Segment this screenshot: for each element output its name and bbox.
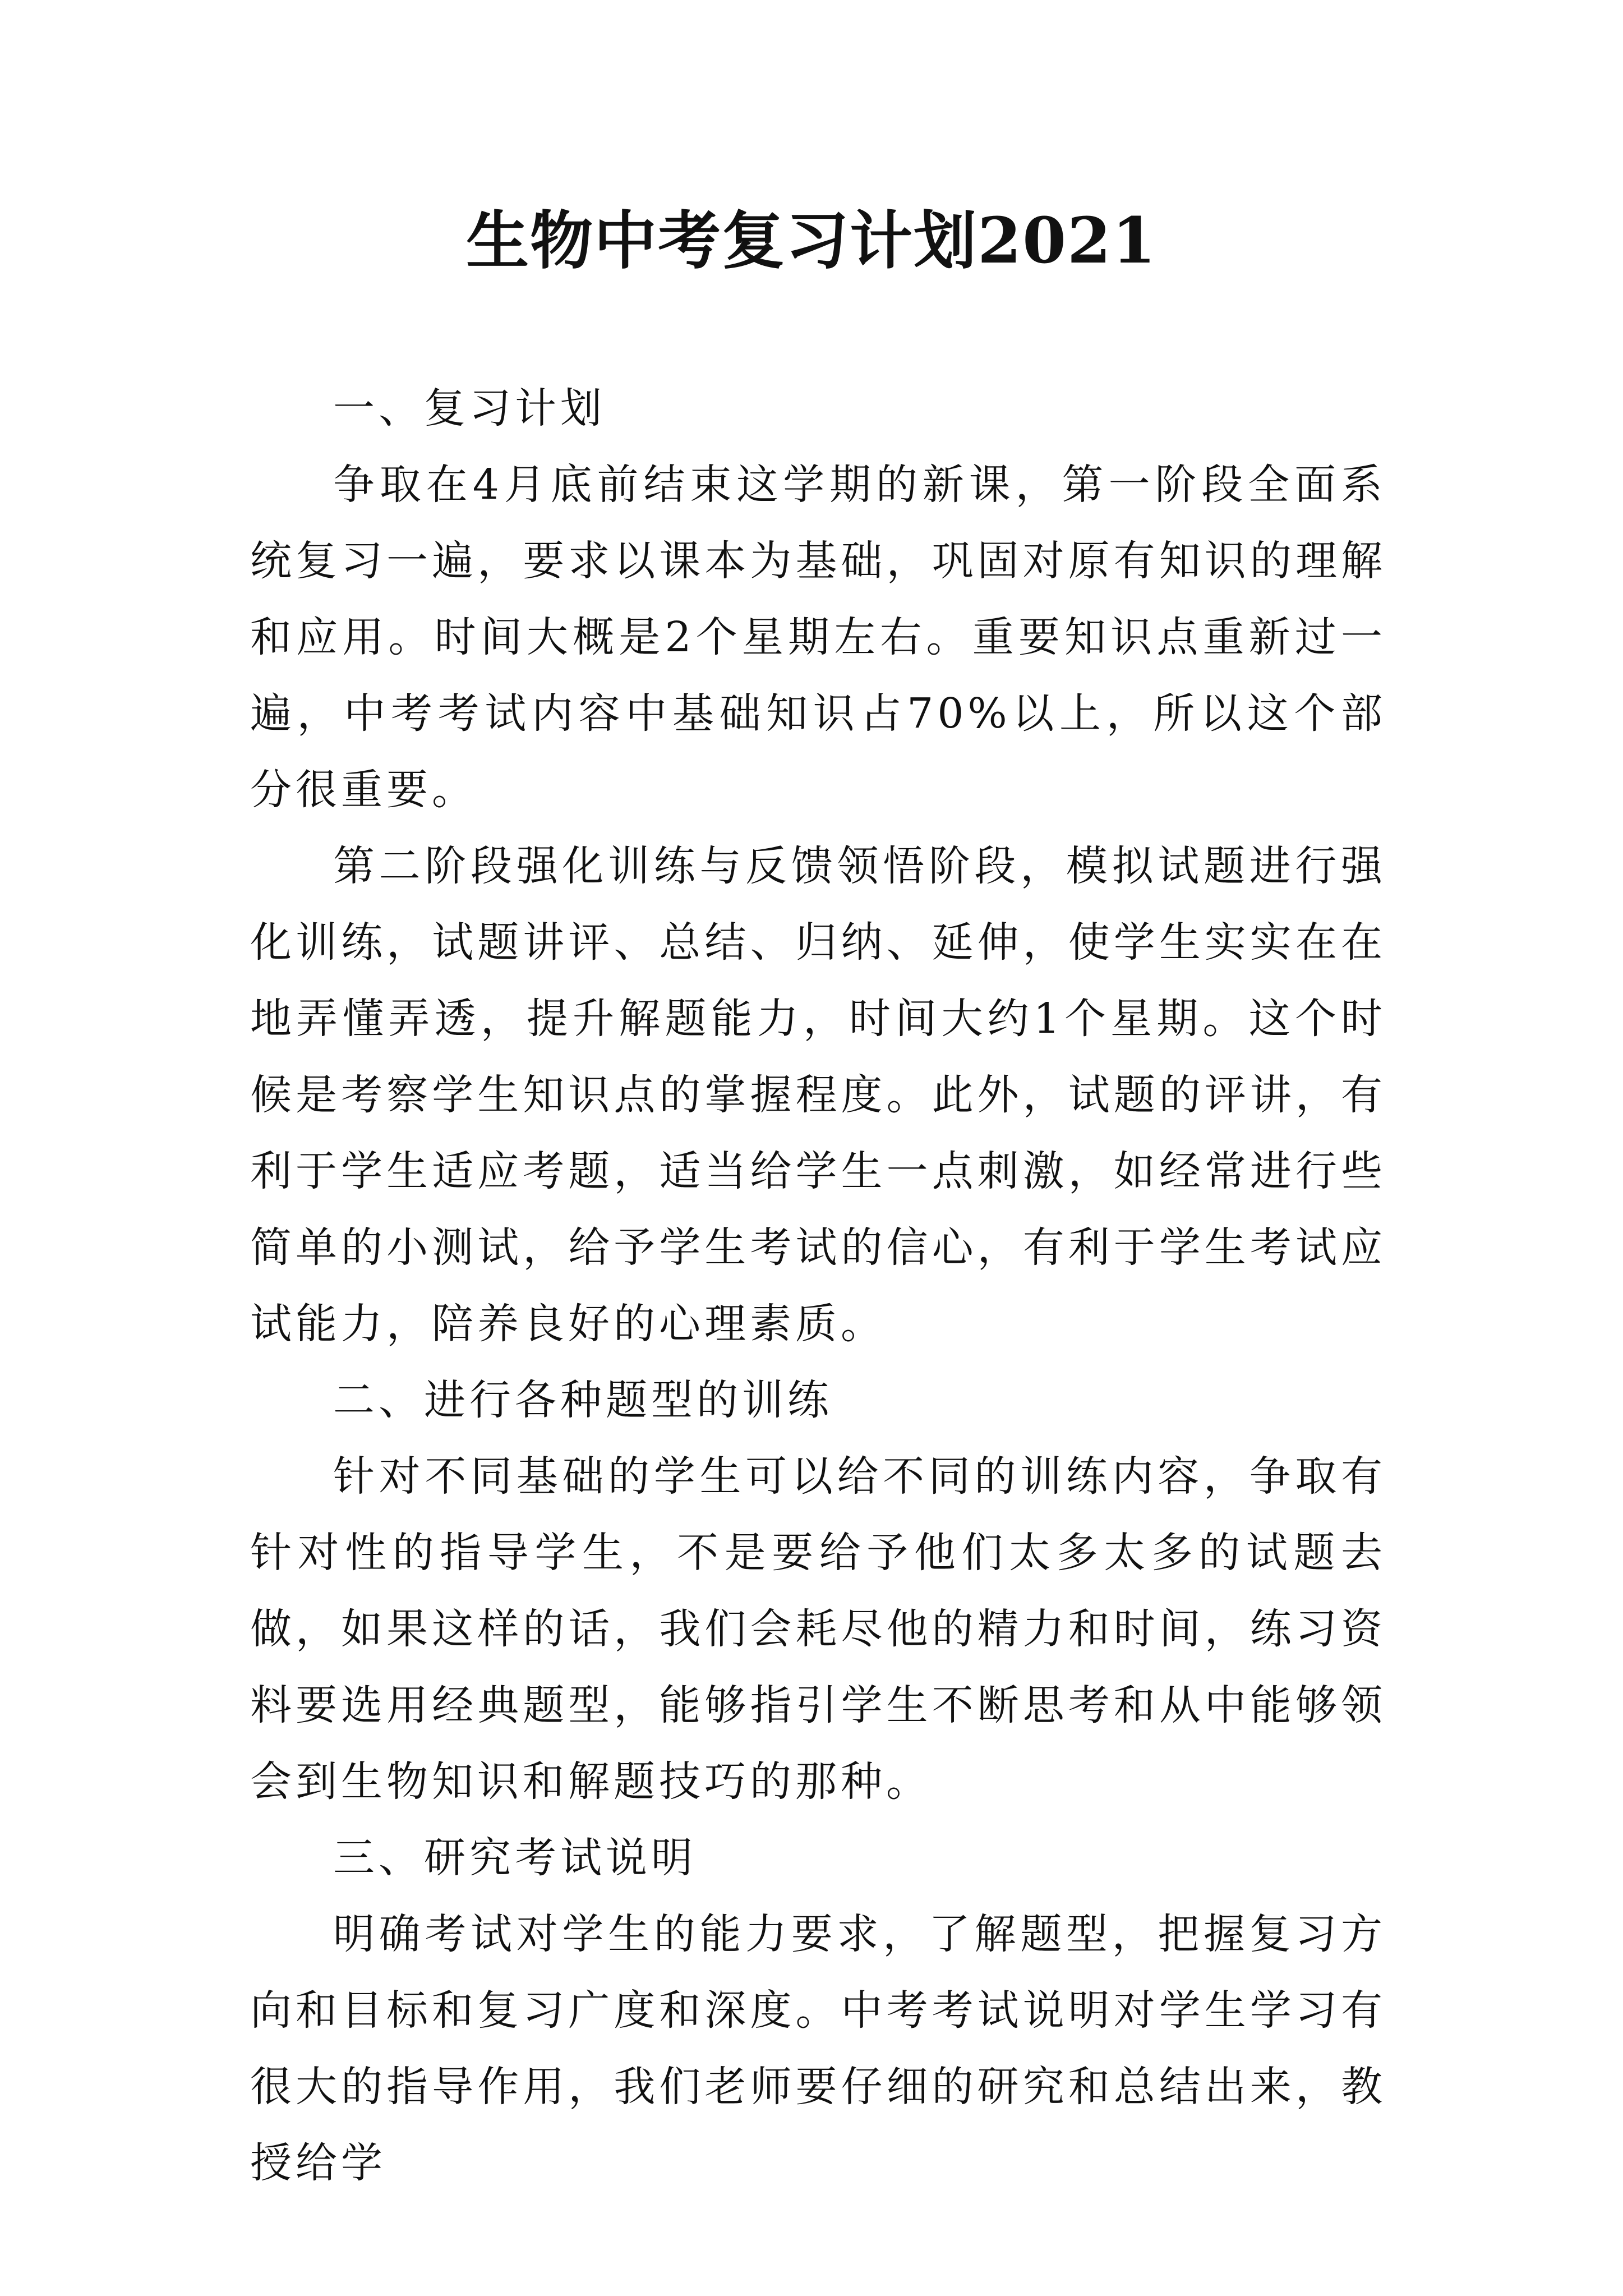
section-heading-question-training: 二、进行各种题型的训练 [333, 1376, 833, 1424]
section-heading-review-plan: 一、复习计划 [333, 384, 606, 432]
document-title: 生物中考复习计划2021 [466, 204, 1157, 278]
paragraph-question-training: 针对不同基础的学生可以给不同的训练内容，争取有针对性的指导学生，不是要给予他们太多太多的试题去做，如果这样的话，我们会耗尽他的精力和时间，练习资料要选用经典题型，能够指引学生不断思考和从中能够领会到生物知识和解题技巧的那种。 [250, 1452, 1386, 1806]
paragraph-exam-guidelines: 明确考试对学生的能力要求，了解题型，把握复习方向和目标和复习广度和深度。中考考试说明对学生学习有很大的指导作用，我们老师要仔细的研究和总结出来，教授给学 [250, 1910, 1386, 2187]
section-heading-exam-guidelines: 三、研究考试说明 [333, 1834, 697, 1882]
document-body [250, 370, 1386, 2201]
paragraph-phase-two: 第二阶段强化训练与反馈领悟阶段，模拟试题进行强化训练，试题讲评、总结、归纳、延伸，使学生实实在在地弄懂弄透，提升解题能力，时间大约1个星期。这个时候是考察学生知识点的掌握程度。此外，试题的评讲，有利于学生适应考题，适当给学生一点刺激，如经常进行些简单的小测试，给予学生考试的信心，有利于学生考试应试能力，陪养良好的心理素质。 [250, 842, 1386, 1348]
paragraph-phase-one: 争取在4月底前结束这学期的新课，第一阶段全面系统复习一遍，要求以课本为基础，巩固对原有知识的理解和应用。时间大概是2个星期左右。重要知识点重新过一遍，中考考试内容中基础知识占70%以上，所以这个部分很重要。 [250, 461, 1386, 814]
